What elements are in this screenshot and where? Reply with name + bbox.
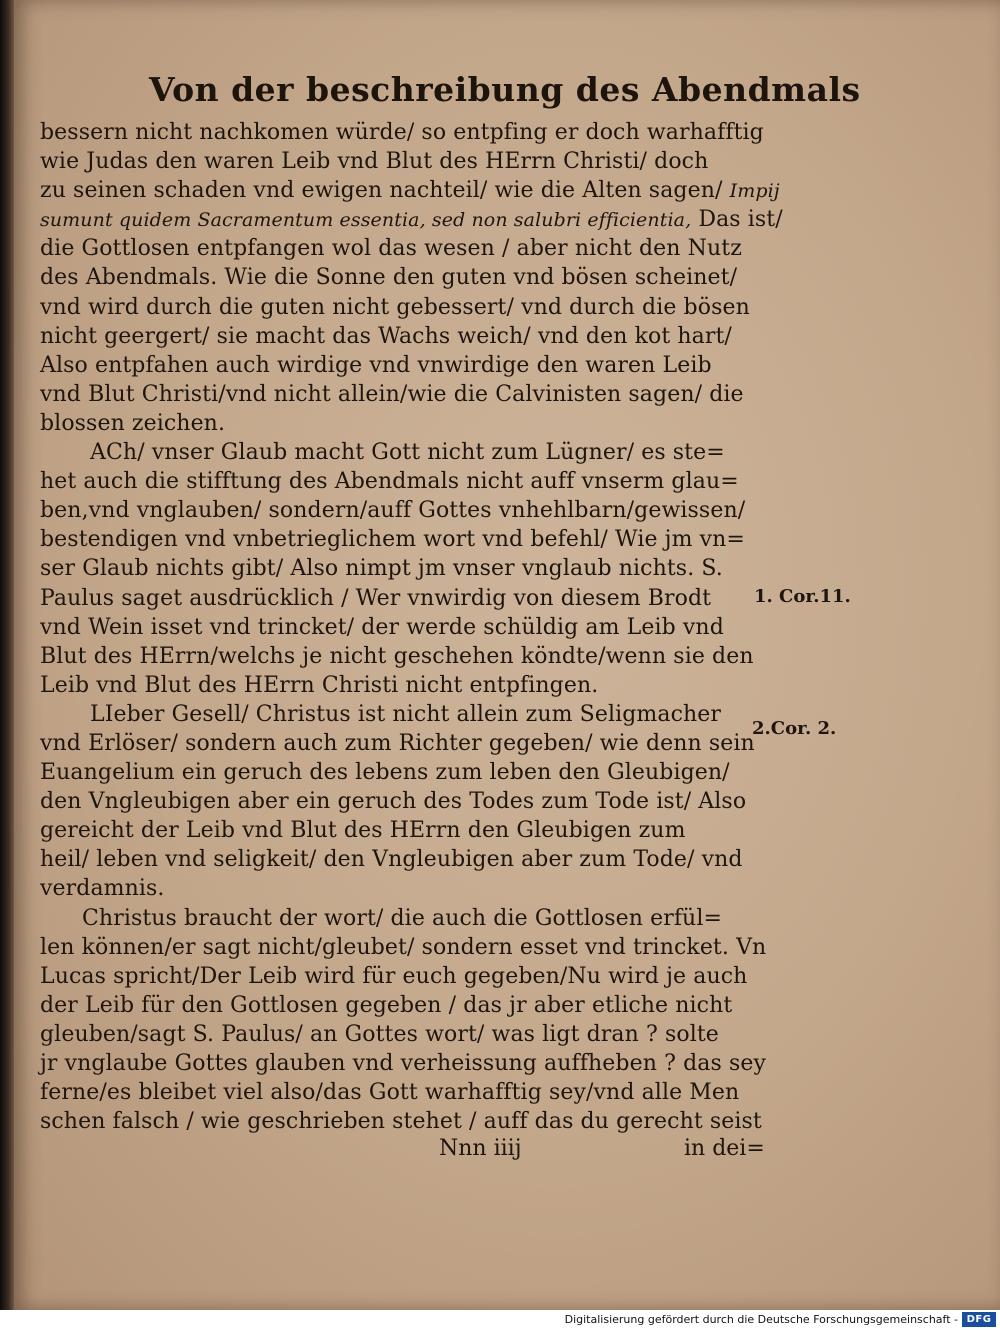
line-text: vnd wird durch die guten nicht gebessert/ vnd durch die bösen xyxy=(40,294,750,320)
text-line xyxy=(40,205,783,234)
running-heading: Von der beschreibung des Abendmals xyxy=(149,70,861,109)
text-line xyxy=(40,1078,780,1107)
line-text: blossen zeichen. xyxy=(40,410,226,436)
line-text: nicht geergert/ sie macht das Wachs weich/ vnd den kot hart/ xyxy=(40,323,732,349)
line-text: het auch die stifftung des Abendmals nicht auff vnserm glau= xyxy=(40,469,739,495)
text-line xyxy=(40,438,780,467)
line-text: Leib vnd Blut des HErrn Christi nicht entpfingen. xyxy=(40,672,599,698)
text-line xyxy=(40,613,780,642)
scanned-page xyxy=(14,0,1000,1310)
signature-mark: Nnn iiij xyxy=(439,1136,522,1161)
line-text: bessern nicht nachkomen würde/ so entpfing er doch warhafftig xyxy=(40,120,764,145)
dfg-logo: DFG xyxy=(962,1312,996,1327)
line-text: ACh/ vnser Glaub macht Gott nicht zum Lügner/ es ste= xyxy=(90,440,725,466)
line-text: LIeber Gesell/ Christus ist nicht allein zum Seligmacher xyxy=(90,701,722,727)
text-line xyxy=(40,787,780,816)
latin-quote: sumunt quidem Sacramentum essentia, sed non salubri efficientia, xyxy=(40,209,692,232)
margin-note-2-cor-2: 2.Cor. 2. xyxy=(752,718,837,739)
text-line xyxy=(40,991,780,1020)
line-text: ser Glaub nichts gibt/ Also nimpt jm vnser vnglaub nichts. S. xyxy=(40,556,723,582)
line-text: heil/ leben vnd seligkeit/ den Vngleubigen aber zum Tode/ vnd xyxy=(40,847,743,873)
text-line xyxy=(40,962,780,991)
text-line xyxy=(40,1049,780,1078)
text-line xyxy=(40,700,780,729)
text-line xyxy=(40,322,780,351)
line-text: Paulus saget ausdrücklich / Wer vnwirdig von diesem Brodt xyxy=(40,585,712,611)
line-text: Lucas spricht/Der Leib wird für euch gegeben/Nu wird je auch xyxy=(40,963,748,989)
line-text: ferne/es bleibet viel also/das Gott warhafftig sey/vnd alle Men xyxy=(40,1080,740,1106)
book-spine-edge xyxy=(0,0,14,1310)
text-line xyxy=(40,234,780,263)
line-text: Blut des HErrn/welchs je nicht geschehen köndte/wenn sie den xyxy=(40,643,754,669)
latin-quote: Impij xyxy=(729,180,780,203)
line-text: zu seinen schaden vnd ewigen nachteil/ wie die Alten sagen/ xyxy=(40,178,730,204)
line-text: verdamnis. xyxy=(40,876,165,902)
line-text: vnd Wein isset vnd trincket/ der werde schüldig am Leib vnd xyxy=(40,614,724,640)
text-line xyxy=(40,467,780,496)
line-text: jr vnglaube Gottes glauben vnd verheissung auffheben ? das sey xyxy=(40,1051,766,1076)
line-text: Euangelium ein geruch des lebens zum leben den Gleubigen/ xyxy=(40,760,730,786)
line-text: vnd Blut Christi/vnd nicht allein/wie die Calvinisten sagen/ die xyxy=(40,381,744,407)
text-line xyxy=(40,351,780,380)
text-line xyxy=(40,642,780,671)
line-text: gleuben/sagt S. Paulus/ an Gottes wort/ was ligt dran ? solte xyxy=(40,1021,719,1047)
text-line xyxy=(40,671,780,700)
text-line xyxy=(40,554,780,583)
text-line xyxy=(40,176,780,205)
text-line xyxy=(40,904,780,933)
text-line xyxy=(40,1020,780,1049)
line-text: gereicht der Leib vnd Blut des HErrn den Gleubigen zum xyxy=(40,818,686,844)
page-body-text xyxy=(40,118,783,1136)
text-line xyxy=(40,293,780,322)
text-line xyxy=(40,525,780,554)
line-text: Christus braucht der wort/ die auch die Gottlosen erfül= xyxy=(82,905,723,931)
catchword: in dei= xyxy=(684,1136,765,1161)
text-line xyxy=(40,584,780,613)
line-text: des Abendmals. Wie die Sonne den guten vnd bösen scheinet/ xyxy=(40,265,738,291)
line-text: den Vngleubigen aber ein geruch des Todes zum Tode ist/ Also xyxy=(40,789,747,815)
text-line xyxy=(40,933,780,962)
text-line xyxy=(40,409,780,438)
digitization-footer xyxy=(0,1310,1000,1330)
text-line xyxy=(40,118,780,147)
text-line xyxy=(40,729,780,758)
line-text: vnd Erlöser/ sondern auch zum Richter gegeben/ wie denn sein xyxy=(40,730,755,756)
line-text: die Gottlosen entpfangen wol das wesen / aber nicht den Nutz xyxy=(40,236,742,262)
text-line xyxy=(40,1107,780,1136)
text-line xyxy=(40,845,780,874)
text-line xyxy=(40,816,780,845)
text-line xyxy=(40,263,780,292)
line-text: wie Judas den waren Leib vnd Blut des HErrn Christi/ doch xyxy=(40,149,709,175)
line-text: der Leib für den Gottlosen gegeben / das jr aber etliche nicht xyxy=(40,992,733,1018)
footer-credit-text: Digitalisierung gefördert durch die Deutsche Forschungsgemeinschaft - xyxy=(564,1313,958,1326)
text-line xyxy=(40,874,780,903)
text-line xyxy=(40,147,780,176)
line-text-tail: Das ist/ xyxy=(691,207,783,233)
line-text: bestendigen vnd vnbetrieglichem wort vnd befehl/ Wie jm vn= xyxy=(40,527,745,553)
margin-note-1-cor-11: 1. Cor.11. xyxy=(754,586,851,607)
line-text: Also entpfahen auch wirdige vnd vnwirdige den waren Leib xyxy=(40,352,712,378)
text-line xyxy=(40,758,780,787)
line-text: ben,vnd vnglauben/ sondern/auff Gottes vnhehlbarn/gewissen/ xyxy=(40,498,746,524)
line-text: schen falsch / wie geschrieben stehet / auff das du gerecht seist xyxy=(40,1109,762,1135)
line-text: len können/er sagt nicht/gleubet/ sondern esset vnd trincket. Vn xyxy=(40,934,767,960)
text-line xyxy=(40,496,780,525)
text-line xyxy=(40,380,780,409)
